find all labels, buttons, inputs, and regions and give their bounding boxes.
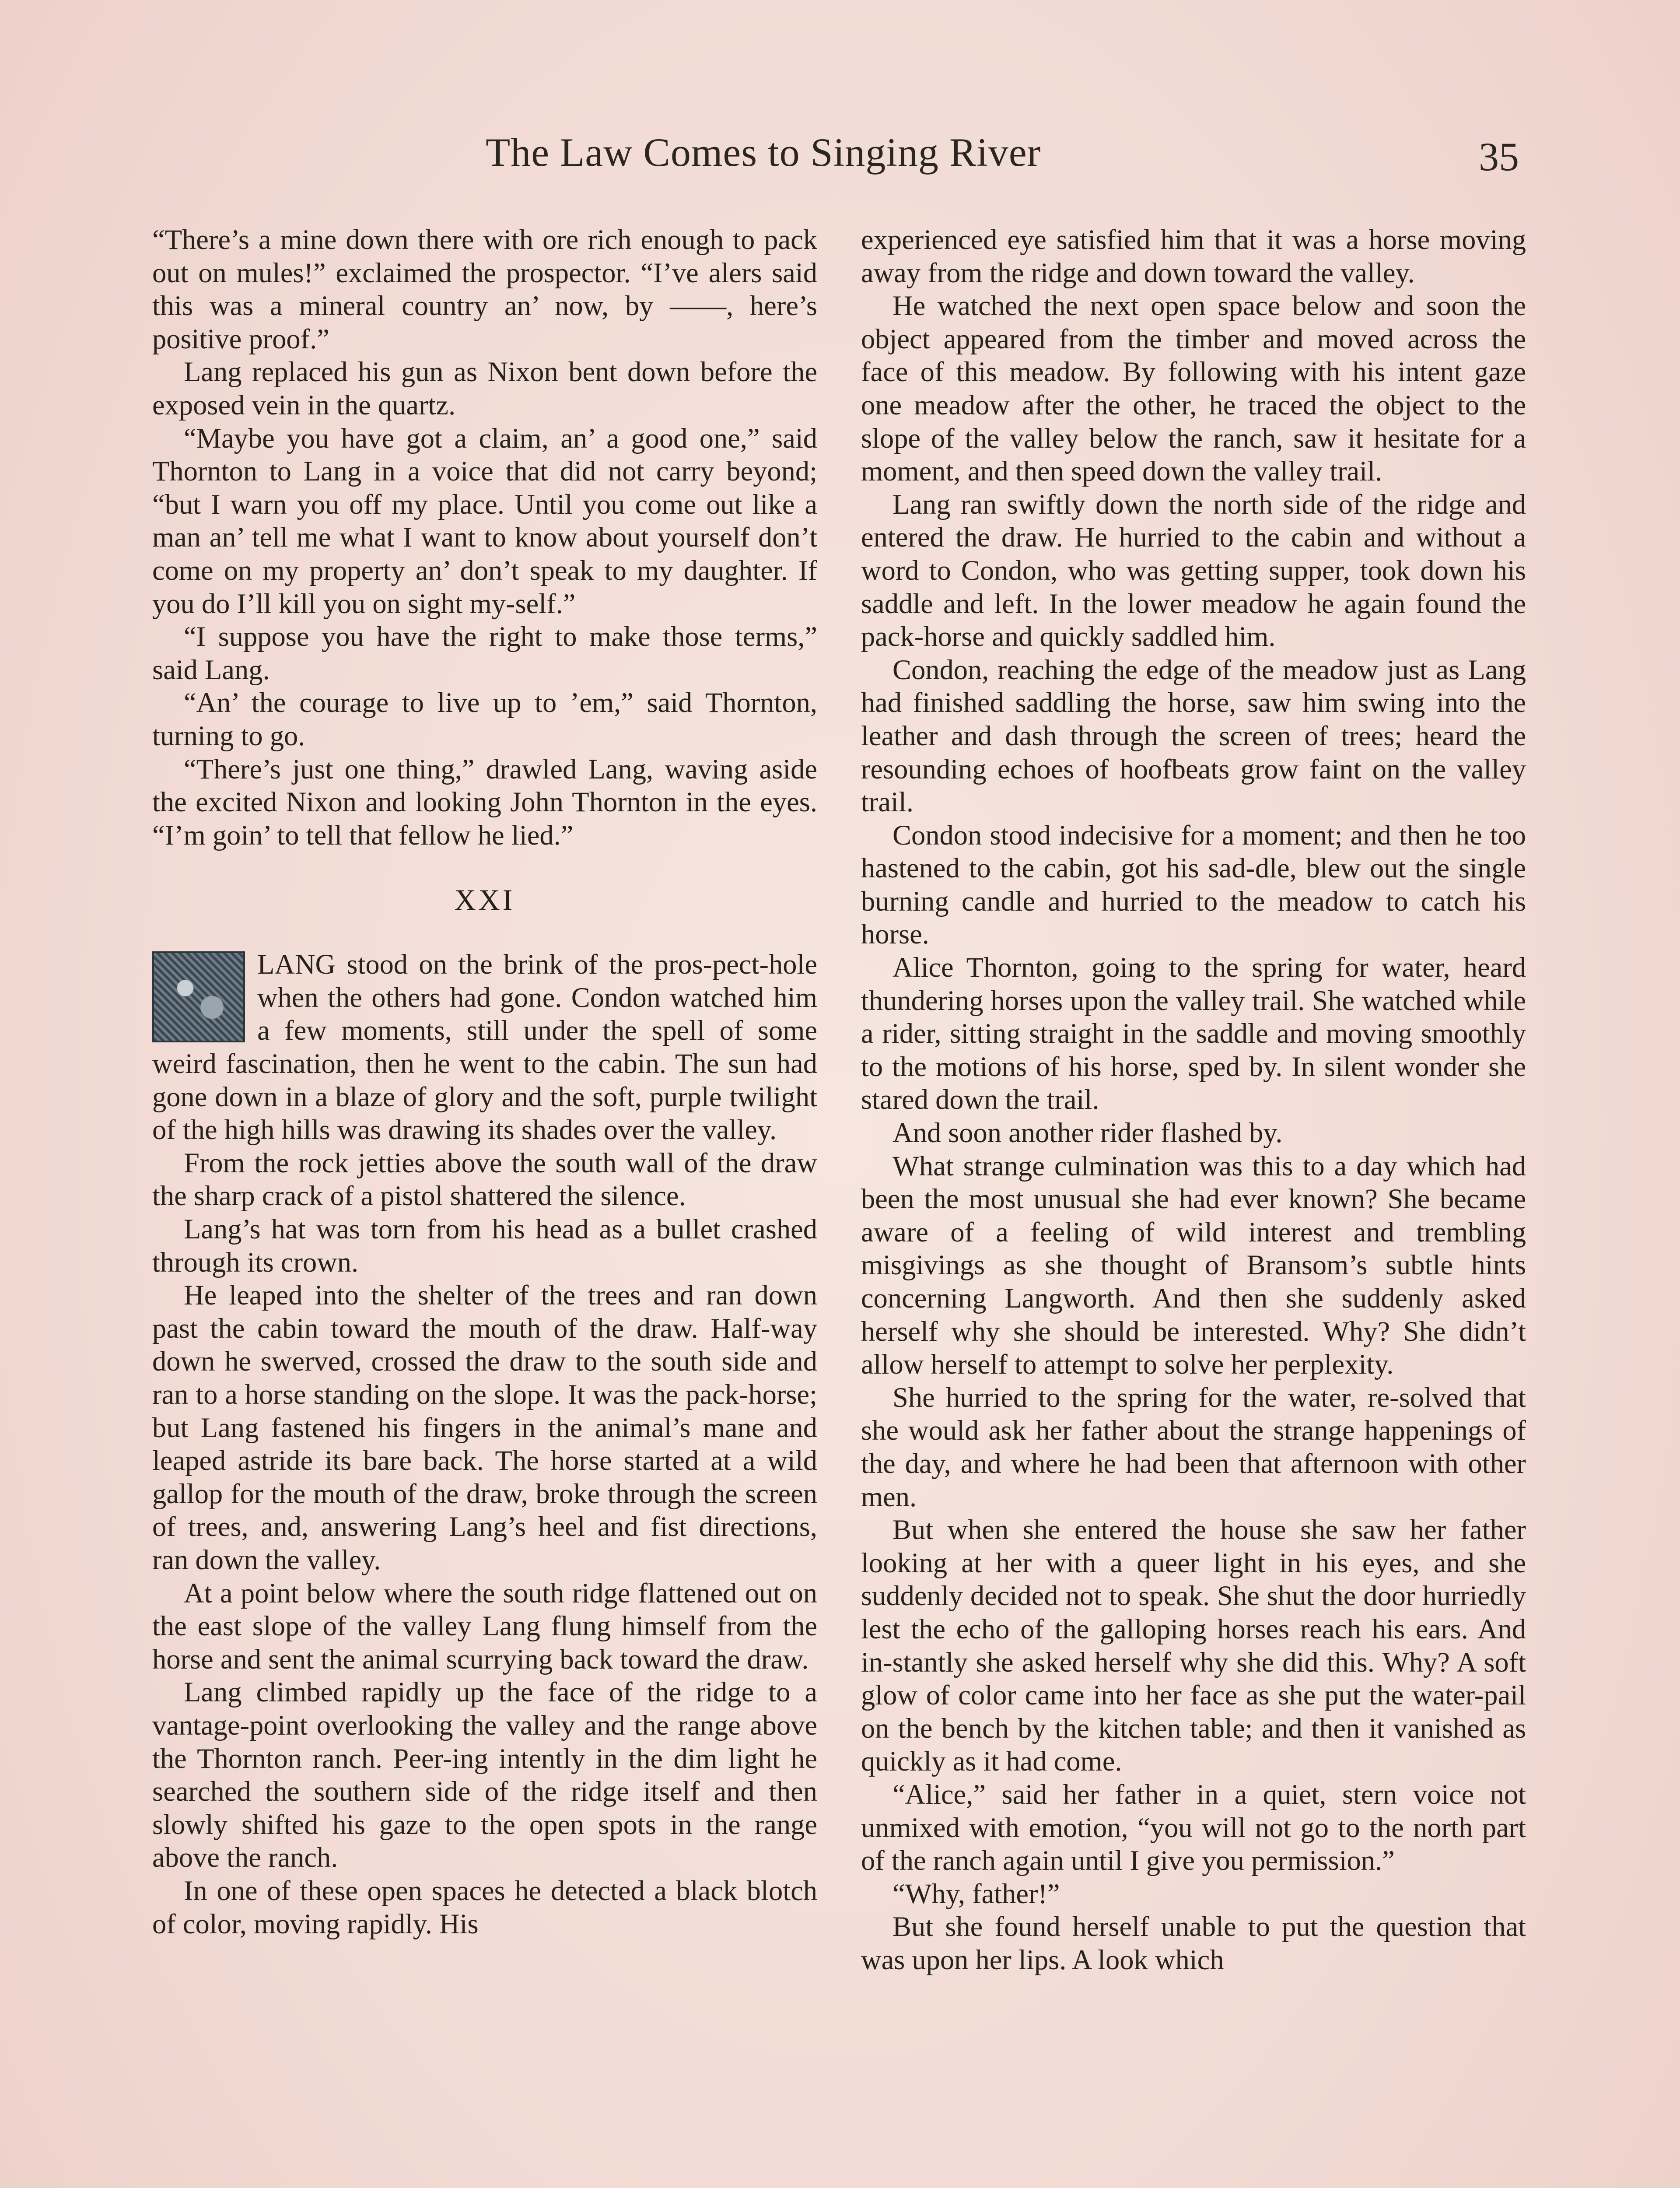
paragraph: “There’s just one thing,” drawled Lang, waving aside the excited Nixon and looking John Thornton in the eyes. “I’m goin’ to tell that fellow he lied.” <box>152 753 817 851</box>
right-column <box>861 223 1526 1976</box>
paragraph: Lang ran swiftly down the north side of the ridge and entered the draw. He hurried to the cabin and without a word to Condon, who was getting supper, took down his saddle and left. In the lower meadow he again found the pack-horse and quickly saddled him. <box>861 488 1526 652</box>
paragraph: In one of these open spaces he detected a black blotch of color, moving rapidly. His <box>152 1875 817 1939</box>
paragraph: “There’s a mine down there with ore rich enough to pack out on mules!” exclaimed the prospector. “I’ve alers said this was a mineral country an’ now, by ——, here’s positive proof.” <box>152 224 817 354</box>
paragraph: What strange culmination was this to a day which had been the most unusual she had ever known? She became aware of a feeling of wild interest and trembling misgivings as she thought of Bransom’s subtle hints concerning Langworth. And then she suddenly asked herself why she should be interested. Why? She didn’t allow herself to attempt to solve her perplexity. <box>861 1150 1526 1380</box>
paragraph: LANG stood on the brink of the pros-pect-hole when the others had gone. Condon watched him a few moments, still under the spell of some weird fascination, then he went to the cabin. The sun had gone down in a blaze of glory and the soft, purple twilight of the high hills was drawing its shades over the valley. <box>152 949 817 1146</box>
paragraph: Lang’s hat was torn from his head as a bullet crashed through its crown. <box>152 1213 817 1278</box>
paragraph: From the rock jetties above the south wall of the draw the sharp crack of a pistol shattered the silence. <box>152 1147 817 1212</box>
paragraph: He leaped into the shelter of the trees and ran down past the cabin toward the mouth of the draw. Half-way down he swerved, crossed the draw to the south side and ran to a horse standing on the slope. It was the pack-horse; but Lang fastened his fingers in the animal’s mane and leaped astride its bare back. The horse started at a wild gallop for the mouth of the draw, broke through the screen of trees, and, answering Lang’s heel and fist directions, ran down the valley. <box>152 1280 817 1575</box>
paragraph: And soon another rider flashed by. <box>892 1117 1283 1149</box>
left-column <box>152 223 817 1940</box>
paragraph: Lang replaced his gun as Nixon bent down before the exposed vein in the quartz. <box>152 356 817 421</box>
paragraph: Alice Thornton, going to the spring for water, heard thundering horses upon the valley trail. She watched while a rider, sitting straight in the saddle and moving smoothly to the motions of his horse, sped by. In silent wonder she stared down the trail. <box>861 952 1526 1115</box>
page-number: 35 <box>1479 134 1519 179</box>
chapter-heading: XXI <box>454 883 515 917</box>
paragraph: experienced eye satisfied him that it was a horse moving away from the ridge and down toward the valley. <box>861 224 1526 288</box>
paragraph: Lang climbed rapidly up the face of the ridge to a vantage-point overlooking the valley and the range above the Thornton ranch. Peer-ing intently in the dim light he searched the southern side of the ridge itself and then slowly shifted his gaze to the open spots in the range above the ranch. <box>152 1676 817 1873</box>
paragraph: “Why, father!” <box>892 1878 1060 1909</box>
paragraph: She hurried to the spring for the water, re-solved that she would ask her father about the strange happenings of the day, and where he had been that afternoon with other men. <box>861 1382 1526 1512</box>
paragraph: But she found herself unable to put the question that was upon her lips. A look which <box>861 1911 1526 1975</box>
paragraph: He watched the next open space below and soon the object appeared from the timber and moved across the face of this meadow. By following with his intent gaze one meadow after the other, he traced the object to the slope of the valley below the ranch, saw it hesitate for a moment, and then speed down the valley trail. <box>861 290 1526 487</box>
paragraph: Condon, reaching the edge of the meadow just as Lang had finished saddling the horse, saw him swing into the leather and dash through the screen of trees; heard the resounding echoes of hoofbeats grow faint on the valley trail. <box>861 654 1526 818</box>
paragraph: “I suppose you have the right to make those terms,” said Lang. <box>152 621 817 685</box>
paragraph: “Alice,” said her father in a quiet, stern voice not unmixed with emotion, “you will not go to the north part of the ranch again until I give you permission.” <box>861 1778 1526 1876</box>
paragraph: But when she entered the house she saw her father looking at her with a queer light in his eyes, and she suddenly decided not to speak. She shut the door hurriedly lest the echo of the galloping horses reach his ears. And in-stantly she asked herself why she did this. Why? A soft glow of color came into her face as she put the water-pail on the bench by the kitchen table; and then it vanished as quickly as it had come. <box>861 1514 1526 1777</box>
running-header-title: The Law Comes to Singing River <box>486 130 1041 175</box>
paragraph: Condon stood indecisive for a moment; and then he too hastened to the cabin, got his sad-dle, blew out the single burning candle and hurried to the meadow to catch his horse. <box>861 819 1526 950</box>
decorative-initial-illustration <box>152 951 245 1042</box>
paragraph: At a point below where the south ridge flattened out on the east slope of the valley Lang flung himself from the horse and sent the animal scurrying back toward the draw. <box>152 1577 817 1675</box>
paragraph: “An’ the courage to live up to ’em,” said Thornton, turning to go. <box>152 687 817 751</box>
paragraph: “Maybe you have got a claim, an’ a good one,” said Thornton to Lang in a voice that did not carry beyond; “but I warn you off my place. Until you come out like a man an’ tell me what I want to know about yourself don’t come on my property an’ don’t speak to my daughter. If you do I’ll kill you on sight my-self.” <box>152 422 817 619</box>
